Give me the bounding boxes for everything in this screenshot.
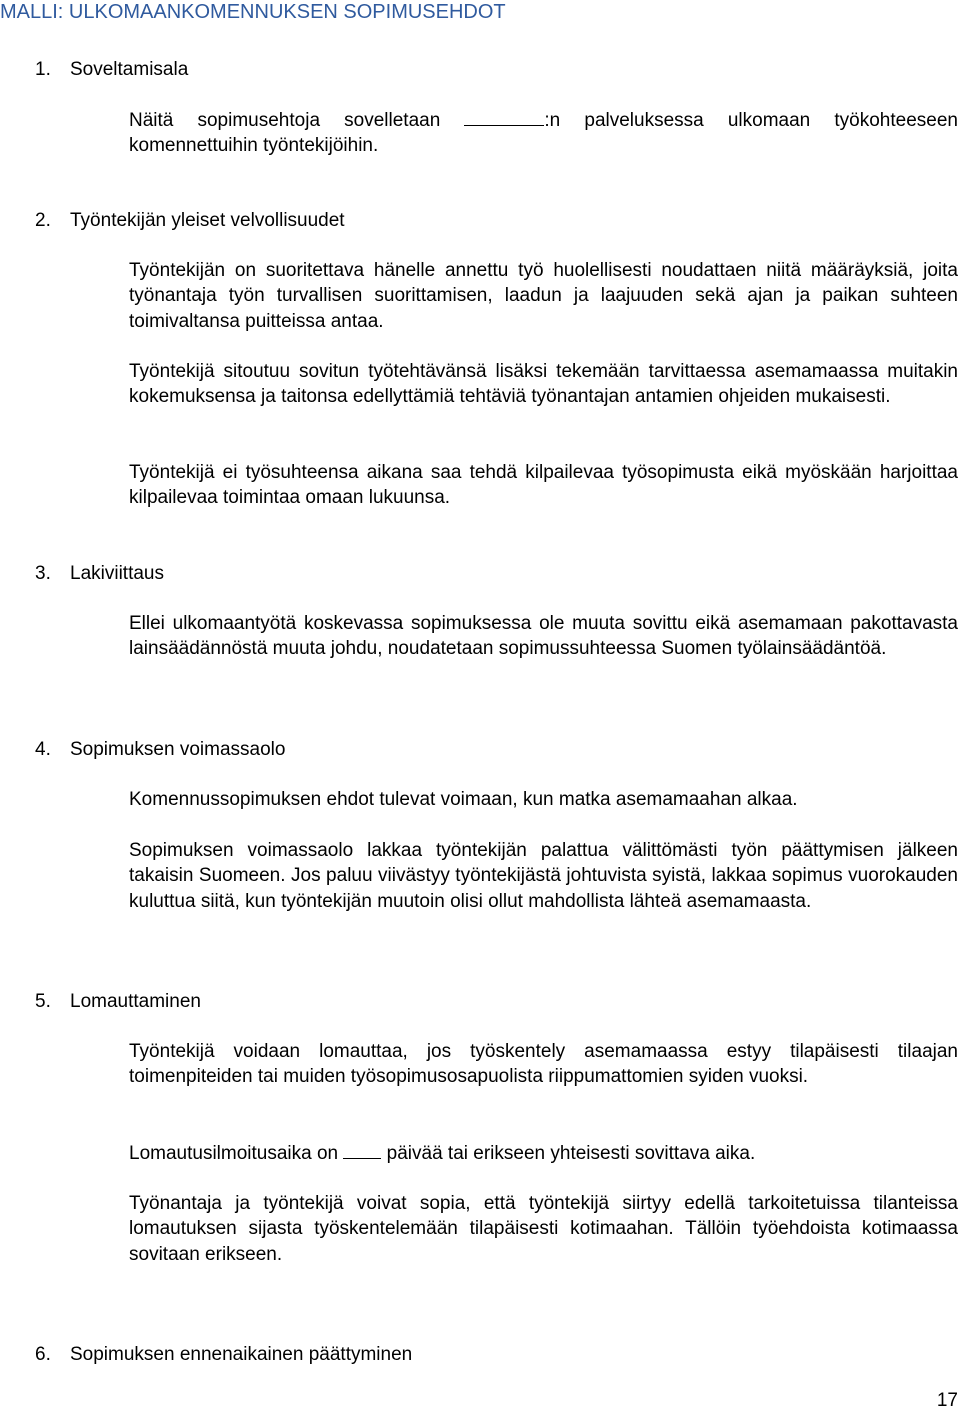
section-number: 1. xyxy=(35,59,51,80)
paragraph xyxy=(129,107,958,159)
section-number: 5. xyxy=(35,991,51,1012)
section-heading xyxy=(35,57,188,82)
section-heading xyxy=(35,989,201,1014)
section-number: 3. xyxy=(35,563,51,584)
paragraph-text-after-blank: :n palveluksessa ulkomaan työkohteeseen komennettuihin työntekijöihin. xyxy=(129,110,958,157)
section-title: Lomauttaminen xyxy=(70,991,201,1012)
section-heading xyxy=(35,561,164,586)
section-number: 6. xyxy=(35,1344,51,1365)
fill-in-blank xyxy=(343,1140,381,1159)
fill-in-blank xyxy=(464,107,544,126)
paragraph xyxy=(129,1140,958,1166)
section-title: Lakiviittaus xyxy=(70,563,164,584)
section-number: 2. xyxy=(35,210,51,231)
paragraph: Työntekijä ei työsuhteensa aikana saa tehdä kilpailevaa työsopimusta eikä myöskään harjoittaa kilpailevaa toimintaa omaan lukuunsa. xyxy=(129,462,958,509)
section-heading xyxy=(35,1342,412,1367)
paragraph: Sopimuksen voimassaolo lakkaa työntekijän palattua välittömästi työn päättymisen jälkeen takaisin Suomeen. Jos paluu viivästyy työntekijästä johtuvista syistä, lakkaa sopimus vuorokauden kuluttua siitä, kun työntekijän muutoin olisi ollut mahdollista lähteä asemamaasta. xyxy=(129,840,958,912)
section-title: Soveltamisala xyxy=(70,59,189,80)
paragraph: Työntekijä sitoutuu sovitun työtehtävänsä lisäksi tekemään tarvittaessa asemamaassa muitakin kokemuksensa ja taitonsa edellyttämiä tehtäviä työnantajan antamien ohjeiden mukaisesti. xyxy=(129,361,958,408)
paragraph-text-before-blank: Lomautusilmoitusaika on xyxy=(129,1143,344,1164)
section-heading xyxy=(35,208,345,233)
document-title: MALLI: ULKOMAANKOMENNUKSEN SOPIMUSEHDOT xyxy=(0,1,506,23)
paragraph: Ellei ulkomaantyötä koskevassa sopimuksessa ole muuta sovittu eikä asemamaan pakottavasta lainsäädännöstä muuta johdu, noudatetaan sopimussuhteessa Suomen työlainsäädäntöä. xyxy=(129,613,958,660)
section-title: Sopimuksen ennenaikainen päättyminen xyxy=(70,1344,413,1365)
paragraph-text-after-blank: päivää tai erikseen yhteisesti sovittava aika. xyxy=(381,1143,756,1164)
section-number: 4. xyxy=(35,739,51,760)
paragraph: Työntekijän on suoritettava hänelle annettu työ huolellisesti noudattaen niitä määräyksiä, joita työnantaja työn turvallisen suorittamisen, laadun ja laajuuden sekä ajan ja paikan suhteen toimivaltansa puitteissa antaa. xyxy=(129,260,958,332)
section-heading xyxy=(35,737,285,762)
paragraph: Komennussopimuksen ehdot tulevat voimaan, kun matka asemamaahan alkaa. xyxy=(129,789,798,810)
section-title: Sopimuksen voimassaolo xyxy=(70,739,286,760)
page-number: 17 xyxy=(936,1390,958,1411)
paragraph: Työnantaja ja työntekijä voivat sopia, että työntekijä siirtyy edellä tarkoitetuissa tilanteissa lomautuksen sijasta työskentelemään tilapäisesti kotimaahan. Tällöin työehdoista kotimaassa sovitaan erikseen. xyxy=(129,1193,958,1265)
paragraph: Työntekijä voidaan lomauttaa, jos työskentely asemamaassa estyy tilapäisesti tilaajan toimenpiteiden tai muiden työsopimusosapuolista riippumattomien syiden vuoksi. xyxy=(129,1041,958,1088)
paragraph-text-before-blank: Näitä sopimusehtoja sovelletaan xyxy=(129,110,465,131)
section-title: Työntekijän yleiset velvollisuudet xyxy=(70,210,345,231)
